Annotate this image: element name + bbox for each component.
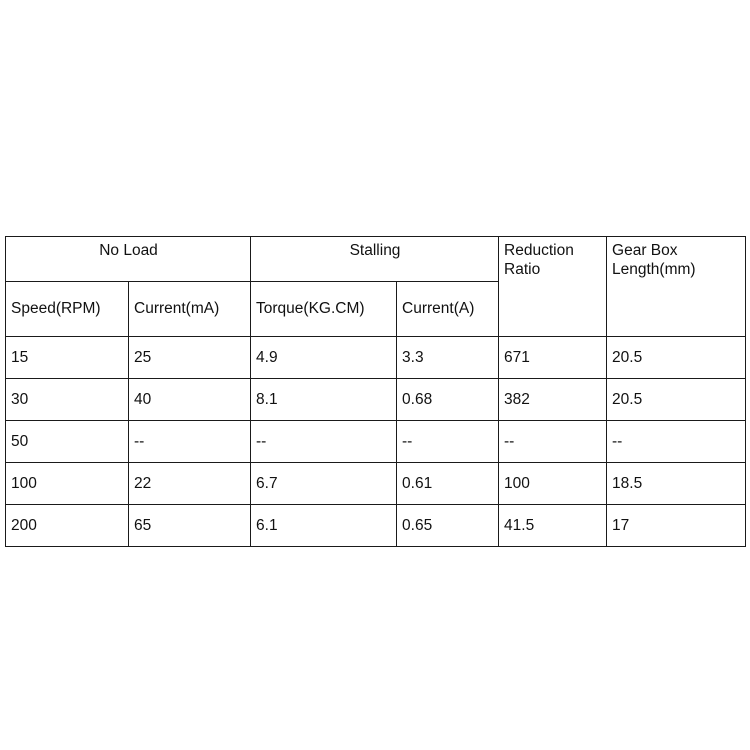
table-group-header-row — [6, 237, 746, 282]
column-header-speed-rpm: Speed(RPM) — [6, 282, 129, 337]
table-row — [6, 463, 746, 505]
cell-torque: -- — [251, 421, 397, 463]
cell-no-load-current: -- — [129, 421, 251, 463]
column-header-gear-box-length: Gear Box Length(mm) — [607, 237, 746, 337]
cell-no-load-current: 25 — [129, 337, 251, 379]
column-header-no-load-current: Current(mA) — [129, 282, 251, 337]
cell-no-load-current: 65 — [129, 505, 251, 547]
table-row — [6, 379, 746, 421]
cell-reduction-ratio: 100 — [499, 463, 607, 505]
table-row — [6, 337, 746, 379]
group-header-no-load: No Load — [6, 237, 251, 282]
motor-spec-table — [5, 236, 746, 547]
cell-gear-box-length: 20.5 — [607, 337, 746, 379]
cell-torque: 6.7 — [251, 463, 397, 505]
cell-torque: 8.1 — [251, 379, 397, 421]
cell-gear-box-length: 20.5 — [607, 379, 746, 421]
column-header-stalling-current: Current(A) — [397, 282, 499, 337]
column-header-torque: Torque(KG.CM) — [251, 282, 397, 337]
cell-gear-box-length: 18.5 — [607, 463, 746, 505]
table-row — [6, 505, 746, 547]
cell-torque: 6.1 — [251, 505, 397, 547]
cell-stalling-current: -- — [397, 421, 499, 463]
cell-reduction-ratio: -- — [499, 421, 607, 463]
cell-no-load-current: 40 — [129, 379, 251, 421]
cell-reduction-ratio: 382 — [499, 379, 607, 421]
cell-reduction-ratio: 41.5 — [499, 505, 607, 547]
column-header-reduction-ratio: Reduction Ratio — [499, 237, 607, 337]
table-row — [6, 421, 746, 463]
spec-table-container — [5, 236, 745, 547]
cell-speed: 15 — [6, 337, 129, 379]
cell-no-load-current: 22 — [129, 463, 251, 505]
cell-speed: 30 — [6, 379, 129, 421]
cell-stalling-current: 0.61 — [397, 463, 499, 505]
cell-speed: 100 — [6, 463, 129, 505]
cell-speed: 50 — [6, 421, 129, 463]
cell-gear-box-length: 17 — [607, 505, 746, 547]
cell-speed: 200 — [6, 505, 129, 547]
cell-gear-box-length: -- — [607, 421, 746, 463]
cell-stalling-current: 0.65 — [397, 505, 499, 547]
cell-stalling-current: 0.68 — [397, 379, 499, 421]
cell-reduction-ratio: 671 — [499, 337, 607, 379]
group-header-stalling: Stalling — [251, 237, 499, 282]
cell-stalling-current: 3.3 — [397, 337, 499, 379]
cell-torque: 4.9 — [251, 337, 397, 379]
